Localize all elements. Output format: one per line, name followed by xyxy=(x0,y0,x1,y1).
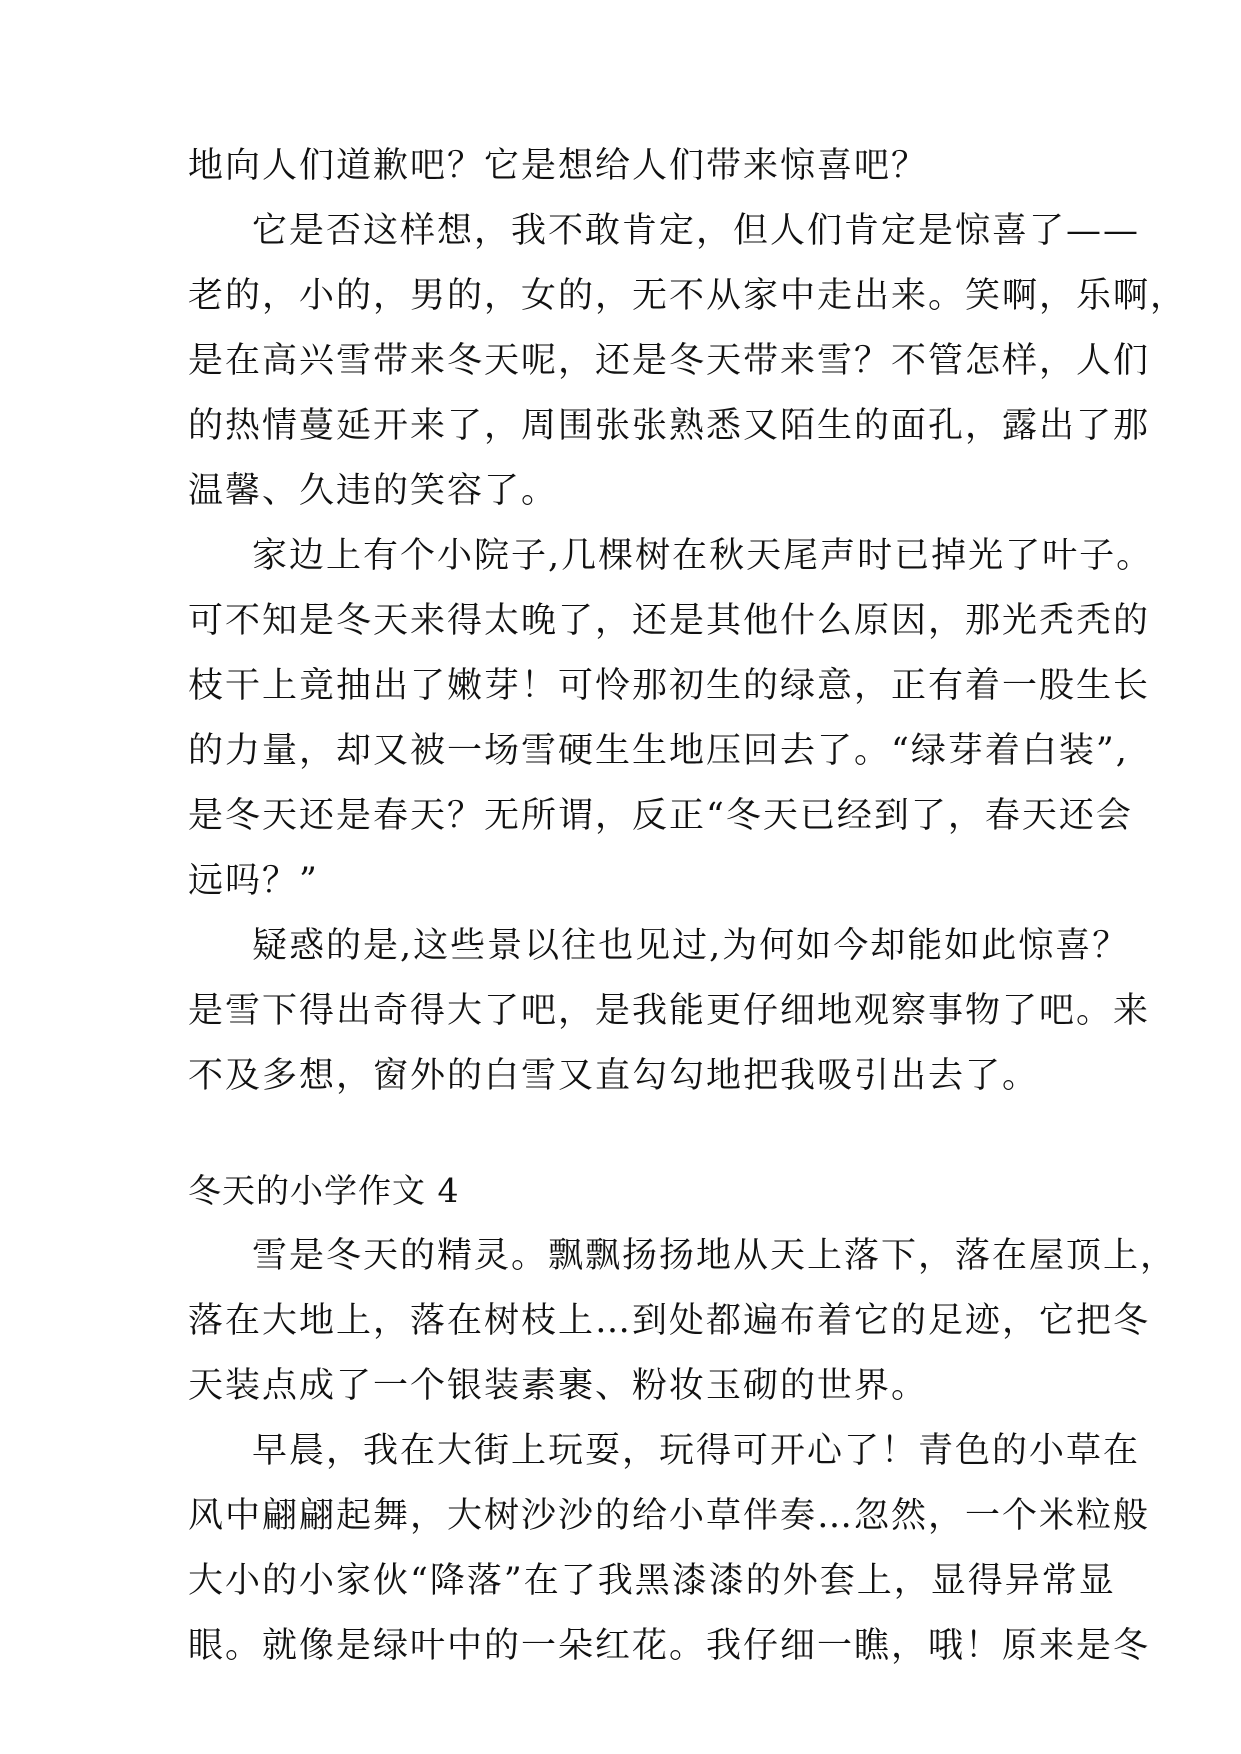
paragraph-start: 它是否这样想，我不敢肯定，但人们肯定是惊喜了—— xyxy=(252,211,1141,251)
text-line: 地向人们道歉吧？它是想给人们带来惊喜吧？ xyxy=(188,146,929,186)
paragraph-start: 家边上有个小院子,几棵树在秋天尾声时已掉光了叶子。 xyxy=(252,536,1154,576)
text-line: 大小的小家伙“降落”在了我黑漆漆的外套上，显得异常显 xyxy=(188,1561,1116,1601)
paragraph-start: 早晨，我在大街上玩耍，玩得可开心了！青色的小草在 xyxy=(252,1431,1141,1471)
text-line: 温馨、久违的笑容了。 xyxy=(188,471,559,511)
text-line: 不及多想，窗外的白雪又直勾勾地把我吸引出去了。 xyxy=(188,1056,1040,1096)
text-line: 眼。就像是绿叶中的一朵红花。我仔细一瞧，哦！原来是冬 xyxy=(188,1626,1151,1666)
paragraph-start: 雪是冬天的精灵。飘飘扬扬地从天上落下，落在屋顶上， xyxy=(252,1236,1178,1276)
text-line: 可不知是冬天来得太晚了，还是其他什么原因，那光秃秃的 xyxy=(188,601,1151,641)
text-line: 的热情蔓延开来了，周围张张熟悉又陌生的面孔，露出了那 xyxy=(188,406,1151,446)
text-line: 枝干上竟抽出了嫩芽！可怜那初生的绿意，正有着一股生长 xyxy=(188,666,1151,706)
text-line: 风中翩翩起舞，大树沙沙的给小草伴奏…忽然，一个米粒般 xyxy=(188,1496,1151,1536)
text-line: 天装点成了一个银装素裹、粉妆玉砌的世界。 xyxy=(188,1366,929,1406)
text-line: 远吗？” xyxy=(188,861,319,901)
text-line: 老的，小的，男的，女的，无不从家中走出来。笑啊，乐啊， xyxy=(188,276,1188,316)
text-line: 是雪下得出奇得大了吧，是我能更仔细地观察事物了吧。来 xyxy=(188,991,1151,1031)
paragraph-start: 疑惑的是,这些景以往也见过,为何如今却能如此惊喜？ xyxy=(252,926,1130,966)
section-title: 冬天的小学作文 4 xyxy=(188,1171,460,1210)
text-line: 落在大地上，落在树枝上…到处都遍布着它的足迹，它把冬 xyxy=(188,1301,1151,1341)
text-line: 是冬天还是春天？无所谓，反正“冬天已经到了，春天还会 xyxy=(188,796,1133,836)
text-line: 的力量，却又被一场雪硬生生地压回去了。“绿芽着白装”, xyxy=(188,731,1129,771)
text-line: 是在高兴雪带来冬天呢，还是冬天带来雪？不管怎样，人们 xyxy=(188,341,1151,381)
